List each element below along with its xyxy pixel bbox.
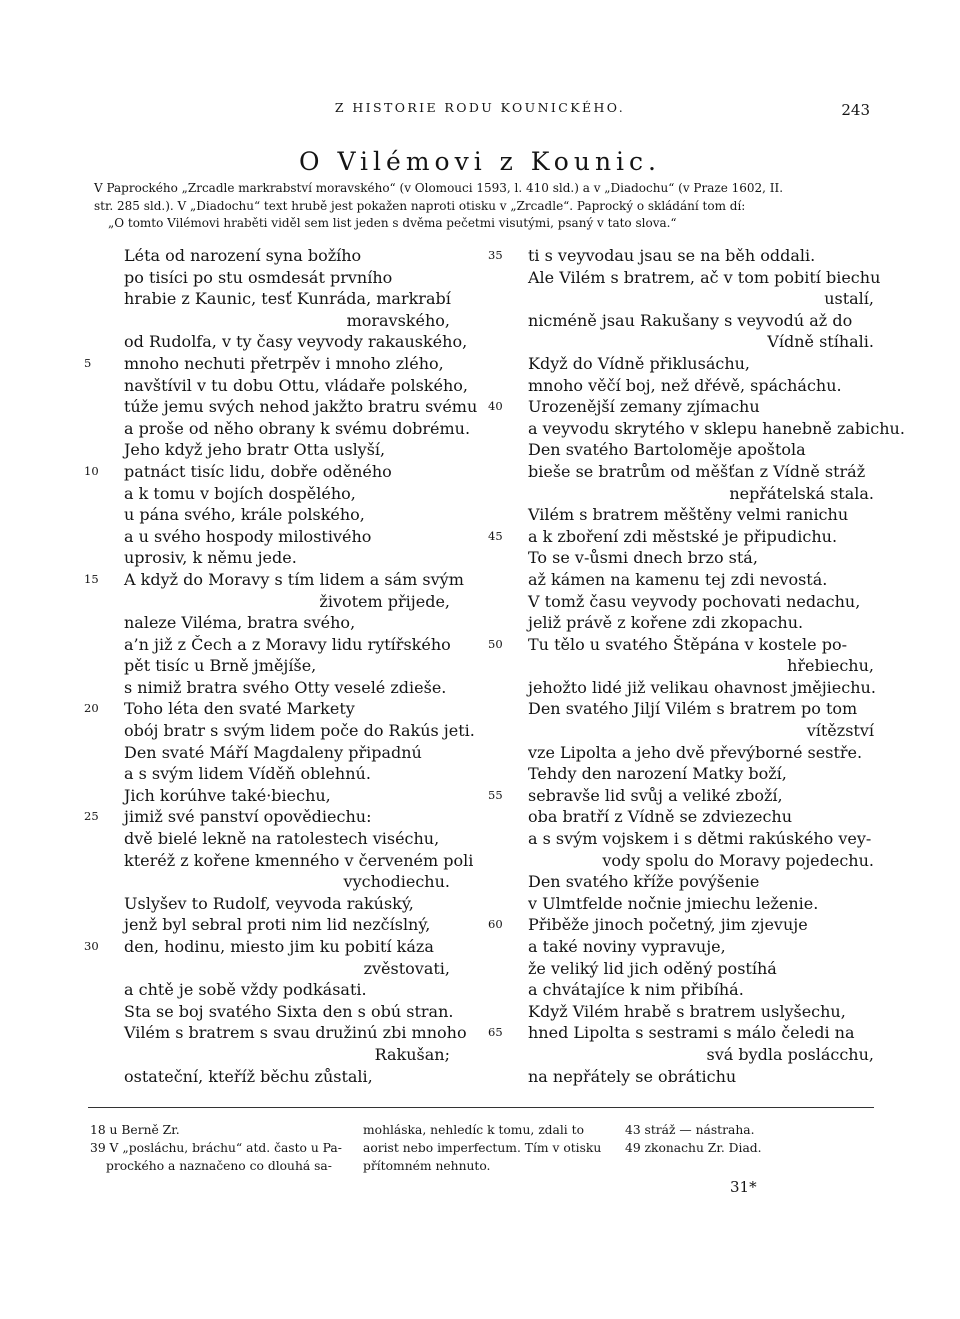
verse-text: ti s veyvodau jsau se na běh oddali.	[528, 246, 816, 265]
verse-text: zvěstovati,	[363, 958, 450, 978]
verse-line	[488, 504, 878, 526]
verse-line	[488, 331, 878, 353]
verse-text: Toho léta den svaté Markety	[124, 699, 355, 719]
verse-text: až kámen na kamenu tej zdi nevostá.	[528, 569, 828, 589]
verse-text: Den svatého Bartoloměje apoštola	[528, 440, 806, 460]
verse-text: a u svého hospody milostivého	[124, 526, 372, 546]
page-number: 243	[841, 101, 870, 119]
verse-line	[84, 958, 474, 980]
verse-text: Jeho když jeho bratr Otta uslyší,	[124, 440, 386, 460]
verse-line	[488, 914, 878, 936]
line-number: 15	[84, 571, 99, 586]
verse-text: a s svým vojskem i s dětmi rakúského vey-	[528, 829, 872, 849]
verse-line	[84, 806, 474, 828]
verse-line	[488, 461, 878, 483]
verse-text: bieše se bratrům od měšťan z Vídně stráž	[528, 461, 866, 481]
verse-text: oba bratří z Vídně se zdviezechu	[528, 807, 793, 827]
signature-mark: 31*	[730, 1178, 757, 1196]
line-number: 65	[488, 1025, 503, 1040]
verse-text: hřebiechu,	[787, 656, 874, 676]
footnotes-column-1	[90, 1121, 346, 1175]
footnote-line: 18 u Berně Zr.	[90, 1123, 180, 1137]
verse-line	[84, 1066, 474, 1088]
verse-line	[488, 1022, 878, 1044]
verse-line	[84, 288, 474, 310]
verse-text: Přiběže jinoch početný, jim zjevuje	[528, 915, 808, 935]
footnotes-column-2	[363, 1121, 615, 1175]
verse-text: Léta od narození syna božího	[124, 246, 362, 265]
verse-text: Jich korúhve také·biechu,	[124, 785, 331, 805]
intro-line: „O tomto Vilémovi hraběti viděl sem list jeden s dvěma pečetmi visutými, psaný v tato slova.“	[108, 216, 677, 230]
verse-text: sebravše lid svůj a veliké zboží,	[528, 785, 783, 805]
verse-text: túže jemu svých nehod jakžto bratru svému	[124, 397, 478, 417]
verse-line	[84, 375, 474, 397]
verse-text: Tehdy den narození Matky boží,	[528, 764, 787, 784]
verse-line	[84, 612, 474, 634]
verse-text: moravského,	[346, 310, 450, 330]
verse-line	[488, 245, 878, 267]
verse-line	[84, 698, 474, 720]
verse-text: obój bratr s svým lidem poče do Rakús jeti.	[124, 721, 475, 741]
verse-text: V tomž času veyvody pochovati nedachu,	[528, 591, 861, 611]
verse-line	[488, 763, 878, 785]
verse-line	[84, 396, 478, 418]
verse-line	[84, 526, 474, 548]
verse-line	[488, 634, 878, 656]
verse-text: vody spolu do Moravy pojedechu.	[602, 850, 874, 870]
verse-text: a proše od něho obrany k svému dobrému.	[124, 418, 471, 438]
verse-text: nepřátelská stala.	[729, 483, 874, 503]
verse-line	[84, 1022, 474, 1044]
line-number: 20	[84, 701, 99, 716]
verse-line	[84, 936, 474, 958]
verse-line	[488, 1066, 878, 1088]
verse-line	[84, 547, 474, 569]
verse-text: a’n již z Čech a z Moravy lidu rytířského	[124, 634, 451, 654]
verse-line	[488, 698, 878, 720]
verse-text: a chtě je sobě vždy podkásati.	[124, 980, 367, 1000]
verse-line	[488, 288, 878, 310]
verse-text: svá bydla poslácchu,	[706, 1044, 874, 1064]
verse-text: v Ulmtfelde nočnie jmiechu leženie.	[528, 893, 819, 913]
line-number: 25	[84, 809, 99, 824]
verse-text: To se v-ůsmi dnech brzo stá,	[528, 548, 758, 568]
line-number: 35	[488, 248, 503, 262]
verse-text: navštívil v tu dobu Ottu, vládaře polského,	[124, 375, 468, 395]
verse-line	[84, 483, 474, 505]
verse-text: vítězství	[806, 721, 874, 741]
footnote-line: přítomném nehnuto.	[363, 1159, 491, 1173]
verse-line	[84, 1001, 474, 1023]
verse-text: mnoho nechuti přetrpěv i mnoho zlého,	[124, 353, 444, 373]
verse-line	[84, 871, 474, 893]
footnote-line: 49 zkonachu Zr. Diad.	[625, 1141, 762, 1155]
verse-text: ustalí,	[824, 289, 874, 309]
verse-text: Urozenější zemany zjímachu	[528, 397, 760, 417]
verse-line	[84, 569, 474, 591]
verse-line	[488, 958, 878, 980]
verse-line	[84, 418, 474, 440]
footnote-line: aorist nebo imperfectum. Tím v otisku	[363, 1141, 602, 1155]
verse-text: a chvátajíce k nim přibíhá.	[528, 980, 744, 1000]
verse-text: Tu tělo u svatého Štěpána v kostele po-	[528, 634, 847, 654]
verse-line	[488, 526, 878, 548]
verse-text: pět tisíc u Brně jmějíše,	[124, 656, 317, 676]
verse-line	[488, 893, 878, 915]
verse-line	[84, 742, 474, 764]
verse-line	[488, 979, 878, 1001]
verse-text: Vilém s bratrem s svau družinú zbi mnoho	[124, 1023, 467, 1043]
line-number: 50	[488, 636, 503, 651]
verse-line	[488, 353, 878, 375]
verse-text: den, hodinu, miesto jim ku pobití káza	[124, 937, 434, 956]
verse-line	[84, 591, 474, 613]
verse-line	[84, 655, 474, 677]
verse-line	[488, 396, 878, 418]
line-number: 55	[488, 787, 503, 802]
verse-line	[488, 310, 878, 332]
footnote-line: prockého a naznačeno co dlouhá sa-	[106, 1159, 332, 1173]
intro-line: str. 285 sld.). V „Diadochu“ text hrubě jest pokažen naproti otisku v „Zrcadle“. Paprocký o skládání tom dí:	[94, 198, 746, 213]
verse-line	[84, 353, 474, 375]
verse-line	[84, 634, 474, 656]
verse-line	[84, 1044, 474, 1066]
verse-line	[84, 439, 474, 461]
verse-line	[488, 1001, 878, 1023]
verse-line	[84, 720, 474, 742]
verse-text: vze Lipolta a jeho dvě převýborné sestře.	[528, 742, 863, 762]
verse-line	[488, 1044, 878, 1066]
verse-line	[488, 871, 878, 893]
verse-text: a také noviny vypravuje,	[528, 937, 726, 956]
verse-line	[488, 720, 878, 742]
verse-text: hned Lipolta s sestrami s málo čeledi na	[528, 1023, 855, 1043]
verse-text: od Rudolfa, v ty časy veyvody rakauského,	[124, 332, 468, 352]
verse-line	[488, 375, 878, 397]
verse-line	[488, 655, 878, 677]
verse-line	[488, 267, 881, 289]
verse-text: hrabie z Kaunic, tesť Kunráda, markrabí	[124, 289, 451, 309]
verse-line	[488, 418, 905, 440]
verse-text: nicméně jsau Rakušany s veyvodú až do	[528, 310, 853, 330]
intro-line: V Paprockého „Zrcadle markrabství moravského“ (v Olomouci 1593, l. 410 sld.) a v „Diadochu“ (v Praze 1602, II.	[94, 181, 784, 195]
verse-line	[84, 461, 474, 483]
verse-line	[488, 612, 878, 634]
verse-line	[84, 893, 474, 915]
verse-text: jeliž právě z kořene zdi zkopachu.	[528, 613, 804, 633]
verse-line	[84, 310, 474, 332]
verse-column-right	[488, 245, 905, 1087]
verse-text: Když do Vídně přiklusáchu,	[528, 353, 751, 373]
verse-text: patnáct tisíc lidu, dobře oděného	[124, 461, 392, 481]
verse-text: a veyvodu skrytého v sklepu hanebně zabichu.	[528, 418, 905, 438]
verse-line	[488, 742, 878, 764]
verse-text: Sta se boj svatého Sixta den s obú stran.	[124, 1001, 454, 1021]
verse-text: a s svým lidem Víděň oblehnú.	[124, 764, 371, 784]
verse-text: s nimiž bratra svého Otty veselé zdieše.	[124, 677, 447, 697]
verse-text: A když do Moravy s tím lidem a sám svým	[124, 569, 464, 589]
footnote-line: 43 stráž — nástraha.	[625, 1123, 755, 1137]
verse-text: Vilém s bratrem měštěny velmi ranichu	[528, 505, 849, 525]
verse-text: na nepřátely se obrátichu	[528, 1066, 737, 1086]
verse-text: Vídně stíhali.	[767, 332, 874, 352]
footnote-line: mohláska, nehledíc k tomu, zdali to	[363, 1123, 584, 1137]
verse-line	[84, 850, 474, 872]
verse-line	[488, 547, 878, 569]
verse-text: jimiž své panství opovědiechu:	[124, 807, 372, 827]
verse-text: jenž byl sebral proti nim lid nezčíslný,	[124, 915, 431, 935]
verse-line	[488, 569, 878, 591]
verse-line	[84, 677, 474, 699]
verse-text: Když Vilém hrabě s bratrem uslyšechu,	[528, 1001, 846, 1021]
verse-text: po tisíci po stu osmdesát prvního	[124, 267, 393, 287]
verse-line	[488, 591, 878, 613]
verse-text: naleze Viléma, bratra svého,	[124, 613, 356, 633]
intro-paragraph	[94, 180, 874, 233]
verse-text: Ale Vilém s bratrem, ač v tom pobití biechu	[528, 267, 881, 287]
line-number: 60	[488, 917, 503, 932]
verse-column-left	[84, 245, 478, 1087]
verse-text: dvě bielé lekně na ratolestech viséchu,	[124, 829, 440, 849]
running-head: Z HISTORIE RODU KOUNICKÉHO.	[334, 100, 626, 115]
verse-line	[84, 267, 474, 289]
verse-line	[488, 483, 878, 505]
verse-line	[488, 785, 878, 807]
line-number: 10	[84, 463, 99, 478]
verse-line	[488, 439, 878, 461]
verse-line	[488, 936, 878, 958]
verse-text: mnoho věčí boj, než dřévě, spácháchu.	[528, 375, 842, 395]
verse-line	[84, 914, 474, 936]
footnote-line: 39 V „posláchu, bráchu“ atd. často u Pa-	[90, 1141, 342, 1155]
verse-line	[488, 850, 878, 872]
verse-line	[488, 828, 878, 850]
verse-line	[84, 828, 474, 850]
verse-text: ostateční, kteříž běchu zůstali,	[124, 1066, 373, 1086]
verse-text: Den svaté Máří Magdaleny připadnú	[124, 742, 422, 762]
verse-text: u pána svého, krále polského,	[124, 505, 365, 525]
verse-line	[84, 763, 474, 785]
verse-text: a k zboření zdi městské je připudichu.	[528, 526, 838, 546]
verse-text: Rakušan;	[374, 1044, 450, 1064]
verse-line	[84, 245, 474, 267]
verse-line	[488, 806, 878, 828]
verse-text: Den svatého kříže povýšenie	[528, 872, 760, 892]
verse-text: vychodiechu.	[343, 872, 450, 892]
line-number: 5	[84, 355, 92, 370]
line-number: 30	[84, 939, 99, 953]
verse-text: Uslyšev to Rudolf, veyvoda rakúský,	[124, 893, 414, 913]
verse-line	[84, 785, 474, 807]
line-number: 45	[488, 528, 503, 543]
verse-text: Den svatého Jiljí Vilém s bratrem po tom	[528, 699, 858, 719]
verse-text: a k tomu v bojích dospělého,	[124, 483, 356, 503]
verse-text: kteréž z kořene kmenného v červeném poli	[124, 850, 474, 870]
verse-line	[84, 504, 474, 526]
verse-text: životem přijede,	[319, 591, 450, 611]
footnotes-column-3	[625, 1121, 875, 1157]
verse-text: uprosiv, k němu jede.	[124, 548, 297, 568]
footnote-rule	[88, 1107, 874, 1108]
verse-line	[84, 979, 474, 1001]
verse-line	[84, 331, 474, 353]
verse-text: jehožto lidé již velikau ohavnost jmějiechu.	[528, 677, 876, 697]
verse-text: že veliký lid jich oděný postíhá	[528, 958, 777, 978]
verse-line	[488, 677, 878, 699]
page-title: O Vilémovi z Kounic.	[299, 147, 661, 176]
line-number: 40	[488, 399, 503, 414]
